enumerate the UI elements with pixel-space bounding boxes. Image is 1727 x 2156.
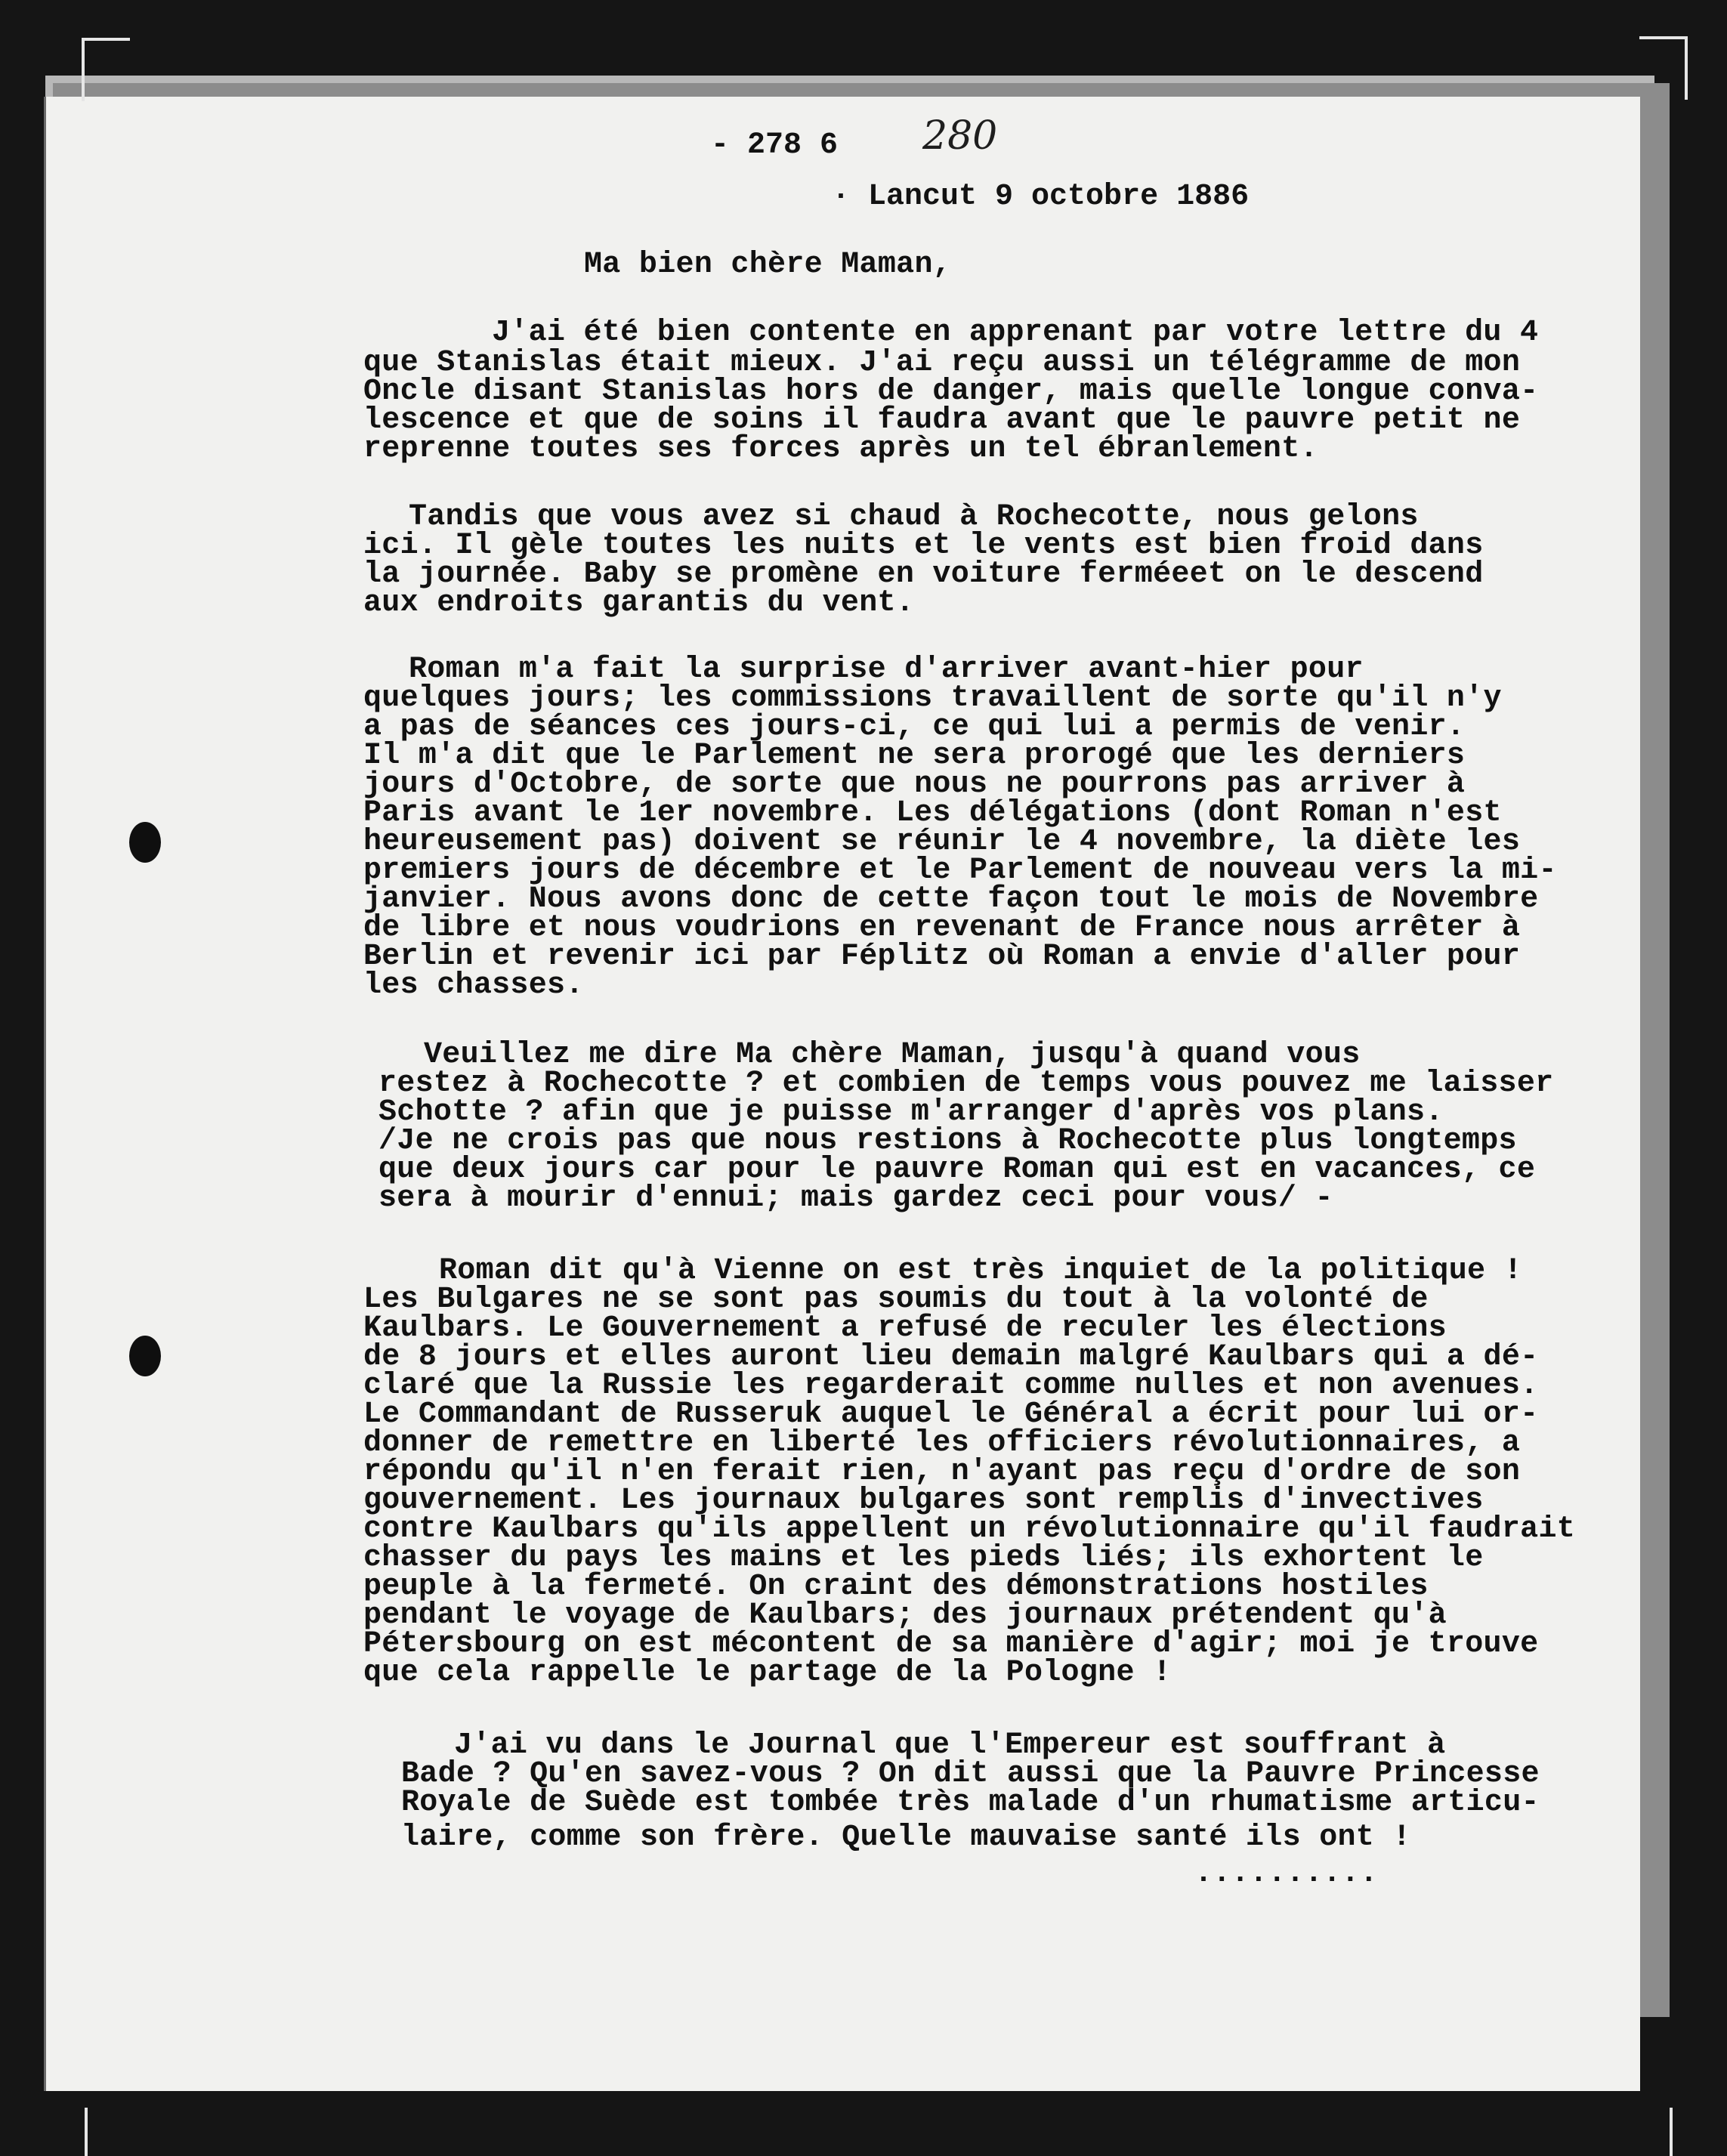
place-date: · Lancut 9 octobre 1886: [832, 180, 1250, 214]
letter-line: lescence et que de soins il faudra avant que le pauvre petit ne: [363, 403, 1521, 437]
letter-line: Tandis que vous avez si chaud à Rochecotte, nous gelons: [409, 500, 1419, 534]
letter-line: Schotte ? afin que je puisse m'arranger d'après vos plans.: [378, 1095, 1444, 1129]
crop-mark-top-right: [1639, 36, 1688, 100]
letter-line: claré que la Russie les regarderait comme nulles et non avenues.: [363, 1369, 1539, 1403]
letter-line: Veuillez me dire Ma chère Maman, jusqu'à quand vous: [424, 1038, 1361, 1072]
letter-line: jours d'Octobre, de sorte que nous ne pourrons pas arriver à: [363, 768, 1466, 802]
letter-line: Berlin et revenir ici par Féplitz où Roman a envie d'aller pour: [363, 940, 1521, 974]
crop-mark-bottom-left: [85, 2108, 91, 2156]
letter-line: Il m'a dit que le Parlement ne sera prorogé que les derniers: [363, 739, 1466, 773]
letter-line: premiers jours de décembre et le Parlement de nouveau vers la mi-: [363, 854, 1557, 888]
letter-line: chasser du pays les mains et les pieds liés; ils exhortent le: [363, 1541, 1484, 1575]
letter-line: gouvernement. Les journaux bulgares sont remplis d'invectives: [363, 1484, 1484, 1518]
crop-mark-bottom-right: [1670, 2108, 1676, 2156]
punch-hole-lower: [129, 1336, 161, 1376]
letter-line: restez à Rochecotte ? et combien de temps vous pouvez me laisser: [378, 1067, 1554, 1101]
letter-line: a pas de séances ces jours-ci, ce qui lui a permis de venir.: [363, 710, 1466, 744]
letter-line: heureusement pas) doivent se réunir le 4 novembre, la diète les: [363, 825, 1521, 859]
letter-line: les chasses.: [363, 968, 584, 1002]
letter-line: que Stanislas était mieux. J'ai reçu aussi un télégramme de mon: [363, 346, 1521, 380]
letter-line: laire, comme son frère. Quelle mauvaise santé ils ont !: [401, 1821, 1411, 1855]
letter-line: reprenne toutes ses forces après un tel ébranlement.: [363, 432, 1318, 466]
punch-hole-upper: [129, 822, 161, 863]
letter-line: Le Commandant de Russeruk auquel le Général a écrit pour lui or-: [363, 1398, 1539, 1432]
letter-line: J'ai été bien contente en apprenant par votre lettre du 4: [492, 316, 1539, 350]
greeting: Ma bien chère Maman,: [584, 248, 952, 282]
letter-line: janvier. Nous avons donc de cette façon tout le mois de Novembre: [363, 882, 1539, 916]
letter-line: /Je ne crois pas que nous restions à Rochecotte plus longtemps: [378, 1124, 1517, 1158]
letter-line: Paris avant le 1er novembre. Les délégations (dont Roman n'est: [363, 796, 1502, 830]
letter-line: la journée. Baby se promène en voiture ferméeet on le descend: [363, 558, 1484, 592]
crop-mark-top-left: [82, 38, 130, 101]
page-number: - 278 6: [711, 128, 839, 162]
letter-line: Kaulbars. Le Gouvernement a refusé de reculer les élections: [363, 1311, 1447, 1345]
letter-line: aux endroits garantis du vent.: [363, 586, 915, 620]
letter-line: Royale de Suède est tombée très malade d'un rhumatisme articu-: [401, 1786, 1540, 1820]
letter-line: quelques jours; les commissions travaillent de sorte qu'il n'y: [363, 681, 1502, 715]
letter-line: répondu qu'il n'en ferait rien, n'ayant pas reçu d'ordre de son: [363, 1455, 1521, 1489]
letter-line: Oncle disant Stanislas hors de danger, mais quelle longue conva-: [363, 375, 1539, 409]
letter-line: pendant le voyage de Kaulbars; des journaux prétendent qu'à: [363, 1598, 1447, 1632]
letter-line: de libre et nous voudrions en revenant de France nous arrêter à: [363, 911, 1521, 945]
letter-line: Les Bulgares ne se sont pas soumis du tout à la volonté de: [363, 1283, 1429, 1317]
letter-line: peuple à la fermeté. On craint des démonstrations hostiles: [363, 1570, 1429, 1604]
letter-line: ici. Il gèle toutes les nuits et le vents est bien froid dans: [363, 529, 1484, 563]
letter-line: que deux jours car pour le pauvre Roman qui est en vacances, ce: [378, 1153, 1536, 1187]
letter-line: que cela rappelle le partage de la Pologne !: [363, 1656, 1172, 1690]
letter-page: [44, 97, 1640, 2091]
letter-line: Roman m'a fait la surprise d'arriver avant-hier pour: [409, 653, 1364, 687]
letter-line: contre Kaulbars qu'ils appellent un révolutionnaire qu'il faudrait: [363, 1512, 1576, 1546]
letter-line: Pétersbourg on est mécontent de sa manière d'agir; moi je trouve: [363, 1627, 1539, 1661]
letter-line: donner de remettre en liberté les officiers révolutionnaires, a: [363, 1426, 1521, 1460]
letter-line: ..........: [1194, 1857, 1379, 1891]
letter-line: Bade ? Qu'en savez-vous ? On dit aussi que la Pauvre Princesse: [401, 1757, 1540, 1791]
letter-line: de 8 jours et elles auront lieu demain malgré Kaulbars qui a dé-: [363, 1340, 1539, 1374]
letter-line: sera à mourir d'ennui; mais gardez ceci pour vous/ -: [378, 1181, 1333, 1215]
letter-line: J'ai vu dans le Journal que l'Empereur est souffrant à: [454, 1728, 1446, 1762]
letter-line: Roman dit qu'à Vienne on est très inquiet de la politique !: [439, 1254, 1522, 1288]
handwritten-page-number: 280: [922, 113, 998, 159]
